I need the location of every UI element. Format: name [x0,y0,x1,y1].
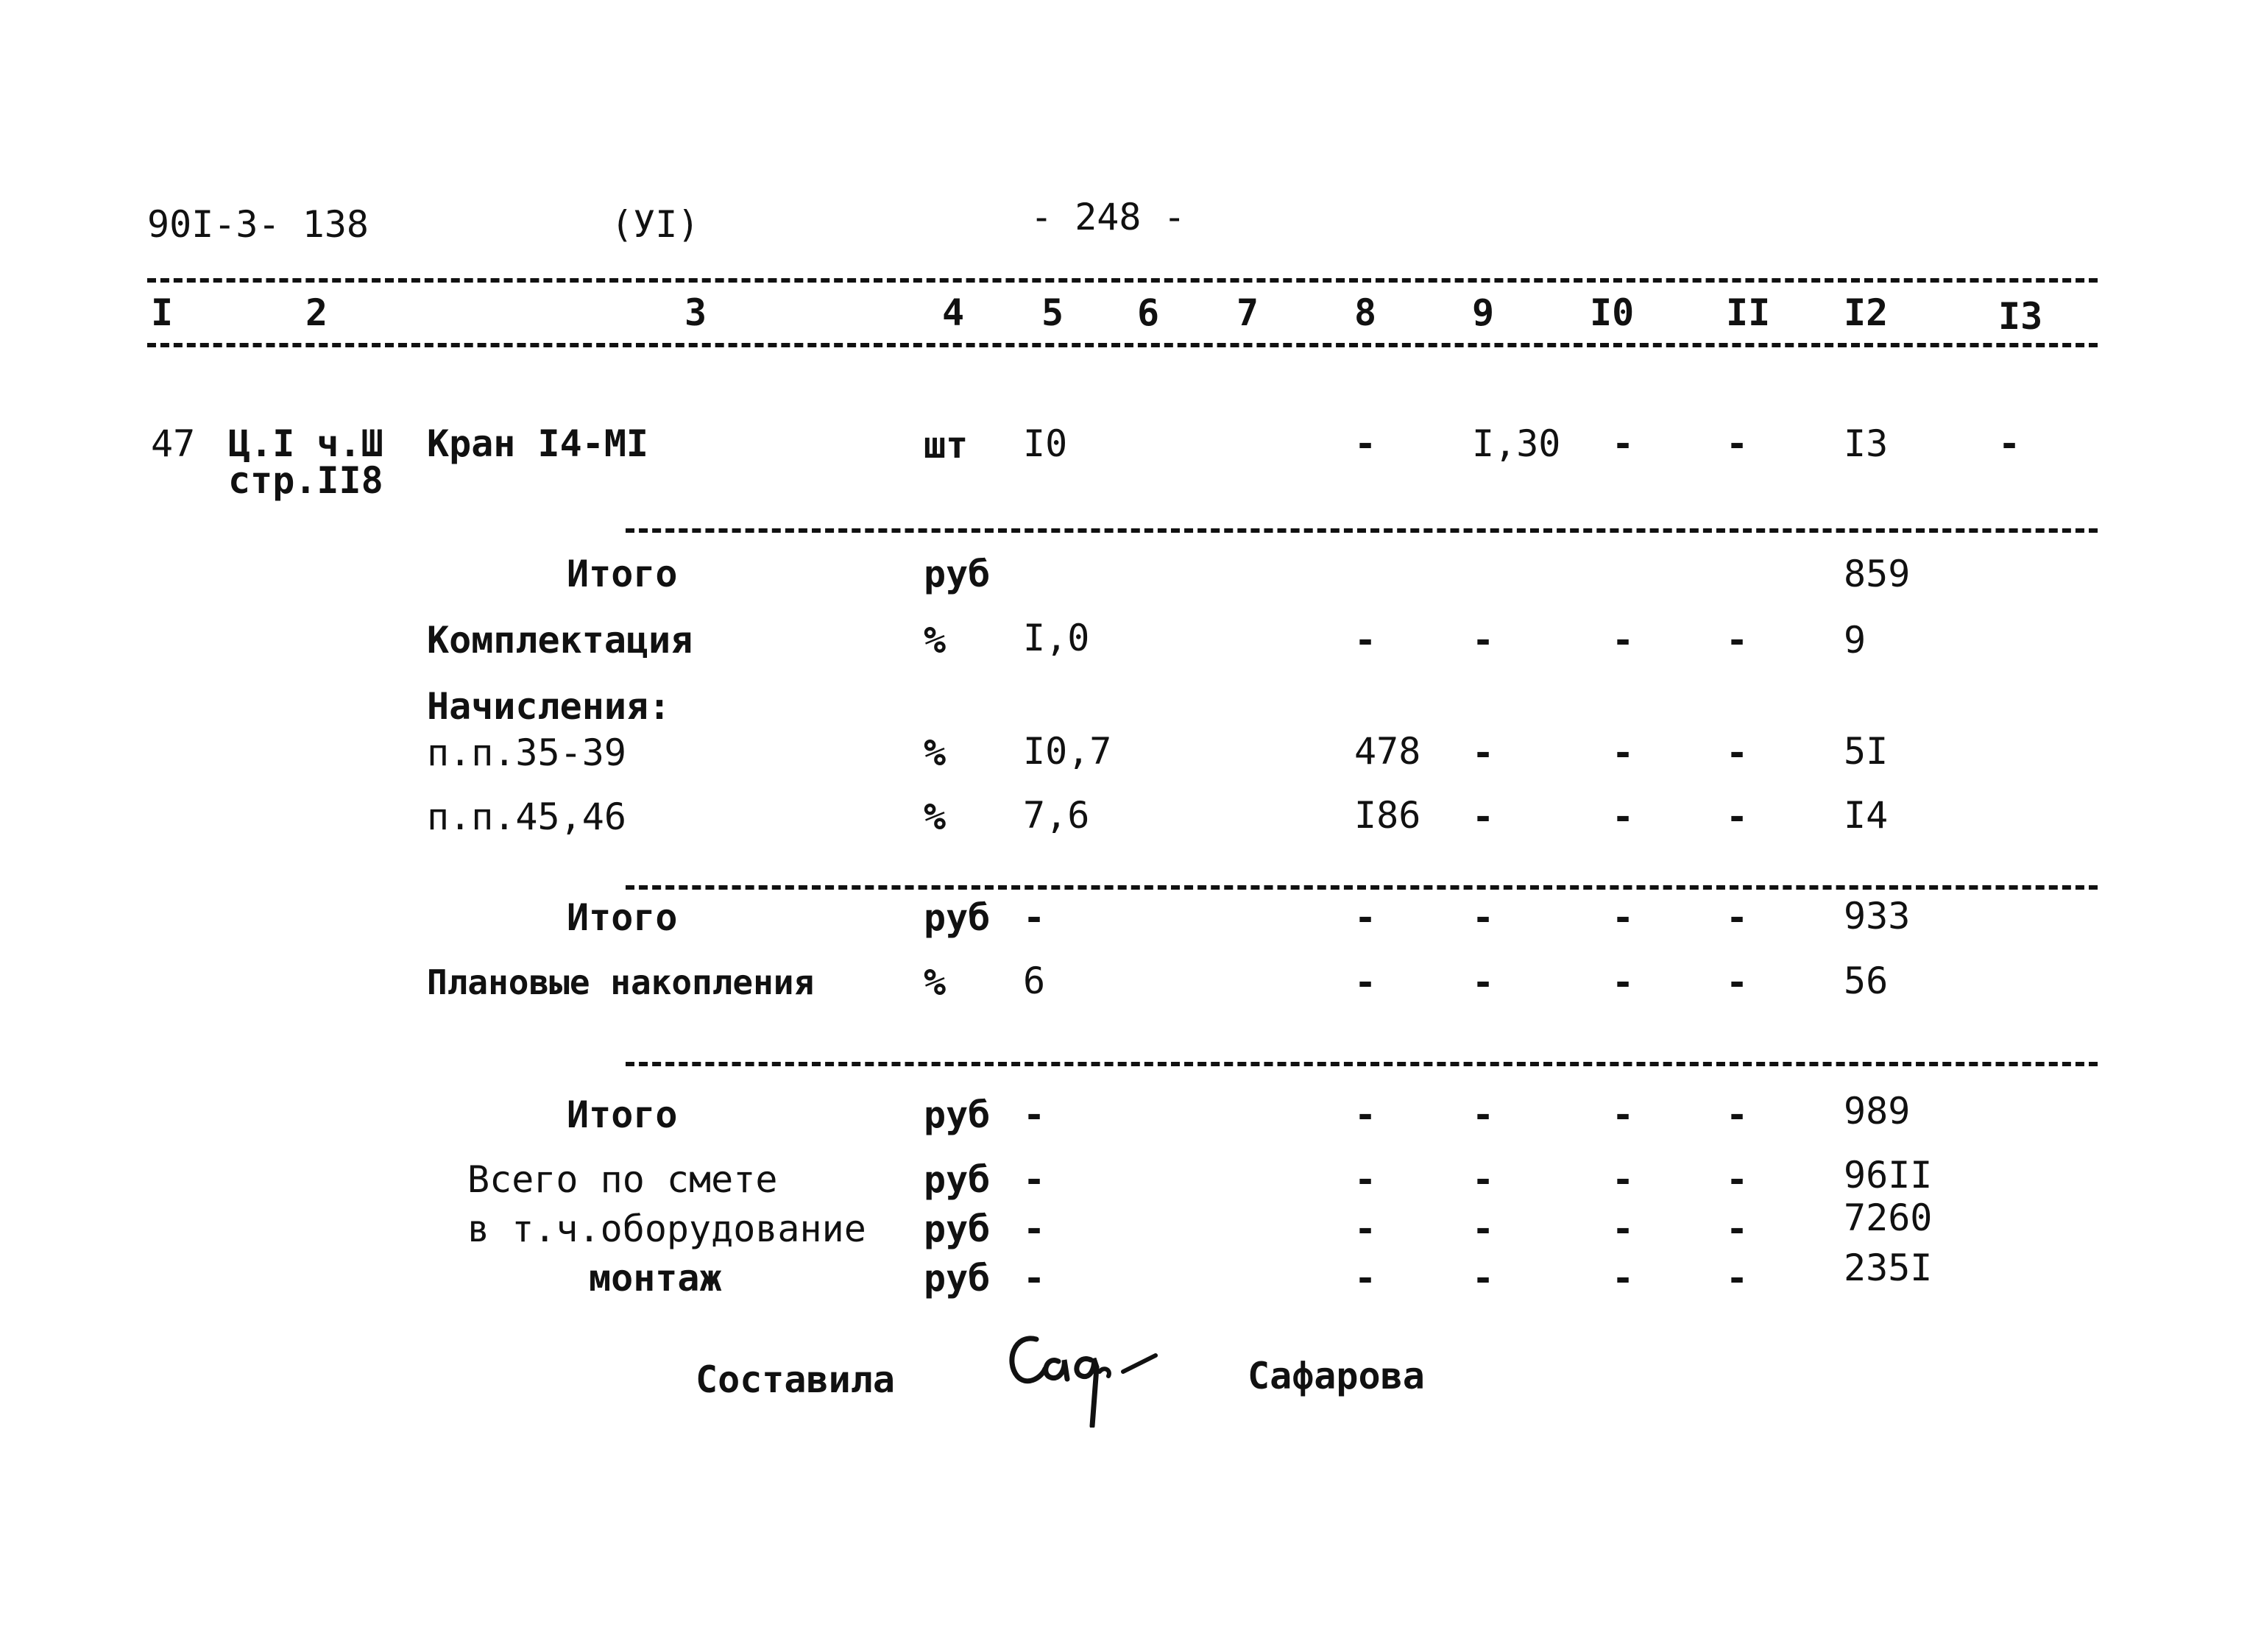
signature-mark [1001,1317,1163,1428]
col-num-13: I3 [1998,295,2043,338]
row-unit: руб [924,1208,991,1250]
row-col8: - [1354,961,1377,1004]
subtotal-rule-3 [626,1062,2098,1066]
row-name: Итого [567,896,678,939]
row-name: Начисления: [427,685,671,728]
row-col9: - [1472,619,1495,662]
row-col5: - [1023,1257,1046,1300]
row-name: п.п.45,46 [427,795,626,838]
row-col5: 7,6 [1023,794,1090,837]
col-num-12: I2 [1844,291,1889,334]
row-col12: 96II [1844,1154,1933,1197]
row-col9: - [1472,1257,1495,1300]
row-col11: - [1726,896,1749,939]
row-col8: - [1354,619,1377,662]
row-col12: 989 [1844,1090,1911,1132]
col-num-2: 2 [305,291,328,334]
item-reference: Ц.I ч.Ш [228,422,383,465]
header-rule-bottom [147,343,2098,347]
row-col9: - [1472,1158,1495,1201]
row-col10: - [1612,896,1635,939]
col-num-11: II [1726,291,1771,334]
row-col8: - [1354,1208,1377,1250]
row-col5: 6 [1023,960,1046,1002]
row-col12: 933 [1844,895,1911,937]
row-col5: - [1023,1208,1046,1250]
row-col12: 5I [1844,730,1889,773]
row-col10: - [1612,1158,1635,1201]
row-col12: 9 [1844,619,1867,662]
row-col10: - [1612,1208,1635,1250]
subtotal-rule-2 [626,885,2098,890]
row-col12: 56 [1844,960,1889,1002]
item-col8: - [1354,422,1377,465]
col-num-5: 5 [1041,291,1064,334]
row-unit: % [924,795,946,838]
row-col11: - [1726,961,1749,1004]
row-col8: - [1354,896,1377,939]
subtotal-rule-1 [626,528,2098,533]
row-col9: - [1472,896,1495,939]
item-col10: - [1612,422,1635,465]
col-num-3: 3 [684,291,707,334]
row-col10: - [1612,795,1635,838]
row-col10: - [1612,1093,1635,1136]
row-col9: - [1472,731,1495,774]
row-col11: - [1726,1158,1749,1201]
item-col5: I0 [1023,422,1068,465]
row-col8: - [1354,1257,1377,1300]
row-col11: - [1726,795,1749,838]
item-name: Кран I4-MI [427,422,649,465]
col-num-7: 7 [1236,291,1259,334]
row-col5: - [1023,896,1046,939]
col-num-9: 9 [1472,291,1495,334]
row-col8: - [1354,1158,1377,1201]
row-col11: - [1726,619,1749,662]
item-col11: - [1726,422,1749,465]
row-col9: - [1472,1208,1495,1250]
page-number: - 248 - [1030,196,1186,238]
row-col12: 235I [1844,1247,1933,1289]
compiler-name: Сафарова [1248,1355,1425,1397]
compiled-by-label: Составила [696,1358,895,1401]
item-col9: I,30 [1472,422,1561,465]
item-reference-page: стр.II8 [228,459,383,502]
row-col12: 859 [1844,553,1911,595]
row-col5: I0,7 [1023,730,1112,773]
item-number: 47 [151,422,196,465]
row-unit: % [924,619,946,662]
item-col13: - [1998,422,2021,465]
header-rule-top [147,278,2098,283]
row-unit: % [924,731,946,774]
row-col10: - [1612,619,1635,662]
col-num-10: I0 [1590,291,1635,334]
row-name: Итого [567,1093,678,1136]
row-col10: - [1612,961,1635,1004]
section-number: (УI) [611,203,700,246]
row-unit: руб [924,896,991,939]
col-num-4: 4 [942,291,965,334]
row-col11: - [1726,731,1749,774]
row-col8: I86 [1354,794,1421,837]
row-unit: руб [924,1158,991,1201]
row-unit: руб [924,1093,991,1136]
row-col11: - [1726,1257,1749,1300]
row-col8: 478 [1354,730,1421,773]
row-name: Итого [567,553,678,595]
row-col10: - [1612,731,1635,774]
row-col9: - [1472,1093,1495,1136]
row-name: монтаж [589,1257,722,1300]
document-number: 90I-3- 138 [147,203,369,246]
row-col9: - [1472,961,1495,1004]
row-col11: - [1726,1093,1749,1136]
row-name: Плановые накопления [427,963,815,1002]
col-num-1: I [151,291,174,334]
row-name: Комплектация [427,619,693,662]
row-name: п.п.35-39 [427,731,626,774]
row-col5: - [1023,1158,1046,1201]
col-num-8: 8 [1354,291,1377,334]
row-col9: - [1472,795,1495,838]
item-col12: I3 [1844,422,1889,465]
row-name: в т.ч.оборудование [467,1208,866,1250]
row-unit: руб [924,553,991,595]
col-num-6: 6 [1137,291,1160,334]
item-unit: шт [924,424,969,467]
row-col12: 7260 [1844,1197,1933,1239]
row-col10: - [1612,1257,1635,1300]
row-name: Всего по смете [467,1158,778,1201]
row-col5: I,0 [1023,617,1090,659]
row-col8: - [1354,1093,1377,1136]
row-col5: - [1023,1093,1046,1136]
row-unit: руб [924,1257,991,1300]
row-col12: I4 [1844,794,1889,837]
row-col11: - [1726,1208,1749,1250]
row-unit: % [924,961,946,1004]
